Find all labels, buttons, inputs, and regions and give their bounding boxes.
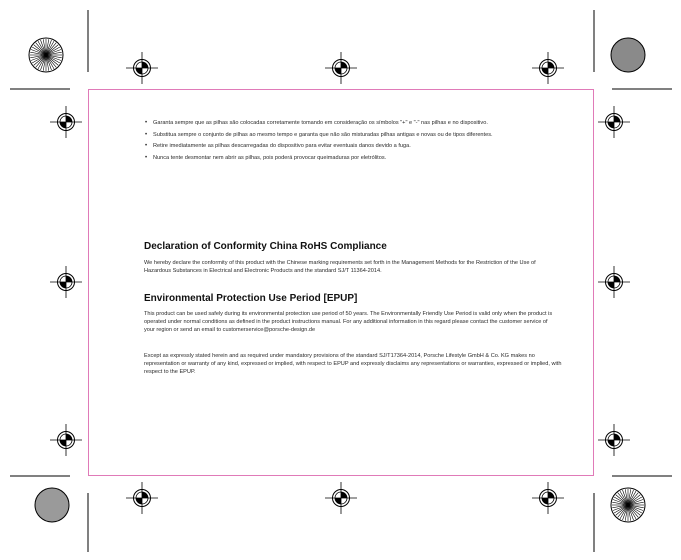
conformity-text: We hereby declare the conformity of this product with the Chinese marking requirements set forth in the Management Methods for the Restriction of the Use of Hazardous Substances in Electrical and Electronic Products and the standard SJ/T 11364-2014. [144, 260, 536, 275]
registration-mark [126, 482, 158, 514]
registration-mark [532, 482, 564, 514]
registration-mark [598, 266, 630, 298]
registration-mark [598, 106, 630, 138]
list-item: • Substitua sempre o conjunto de pilhas ao mesmo tempo e garanta que não são misturadas pilhas antigas e novas ou de tipos diferentes. [144, 131, 564, 139]
epup-heading: Environmental Protection Use Period [EPUP] [144, 293, 358, 304]
starburst-mark [611, 488, 645, 522]
gray-disc-mark [611, 38, 645, 72]
registration-mark [325, 52, 357, 84]
list-item: • Garanta sempre que as pilhas são colocadas corretamente tomando em consideração os símbolos "+" e "-" nas pilhas e no dispositivo. [144, 119, 564, 127]
page-content [144, 119, 564, 376]
registration-mark [325, 482, 357, 514]
conformity-heading: Declaration of Conformity China RoHS Compliance [144, 241, 387, 252]
registration-mark [126, 52, 158, 84]
registration-mark [50, 106, 82, 138]
epup-disclaimer: Except as expressly stated herein and as required under mandatory provisions of the standard SJ/T17364-2014, Porsche Lifestyle GmbH & Co. KG makes no representation or warranty of any kind, expressed or implied, with respect to EPUP and expressly disclaims any representations or warranties, expressed or implied, with respect to the EPUP. [144, 353, 562, 376]
list-item: • Retire imediatamente as pilhas descarregadas do dispositivo para evitar eventuais danos devido a fuga. [144, 142, 564, 150]
starburst-mark [29, 38, 63, 72]
registration-mark [532, 52, 564, 84]
registration-mark [598, 424, 630, 456]
registration-mark [50, 266, 82, 298]
battery-safety-list [144, 119, 564, 162]
epup-text: This product can be used safely during its environmental protection use period of 50 years. The Environmentally Friendly Use Period is valid only when the product is operated under normal conditions as defined in the product instructions manual. For any additional information in this regard please contact the customer service of your region or send an email to customerservice@porsche-design.de [144, 311, 553, 334]
gray-disc-mark [35, 488, 69, 522]
list-item: • Nunca tente desmontar nem abrir as pilhas, pois poderá provocar queimaduras por eletrólitos. [144, 154, 564, 162]
registration-mark [50, 424, 82, 456]
